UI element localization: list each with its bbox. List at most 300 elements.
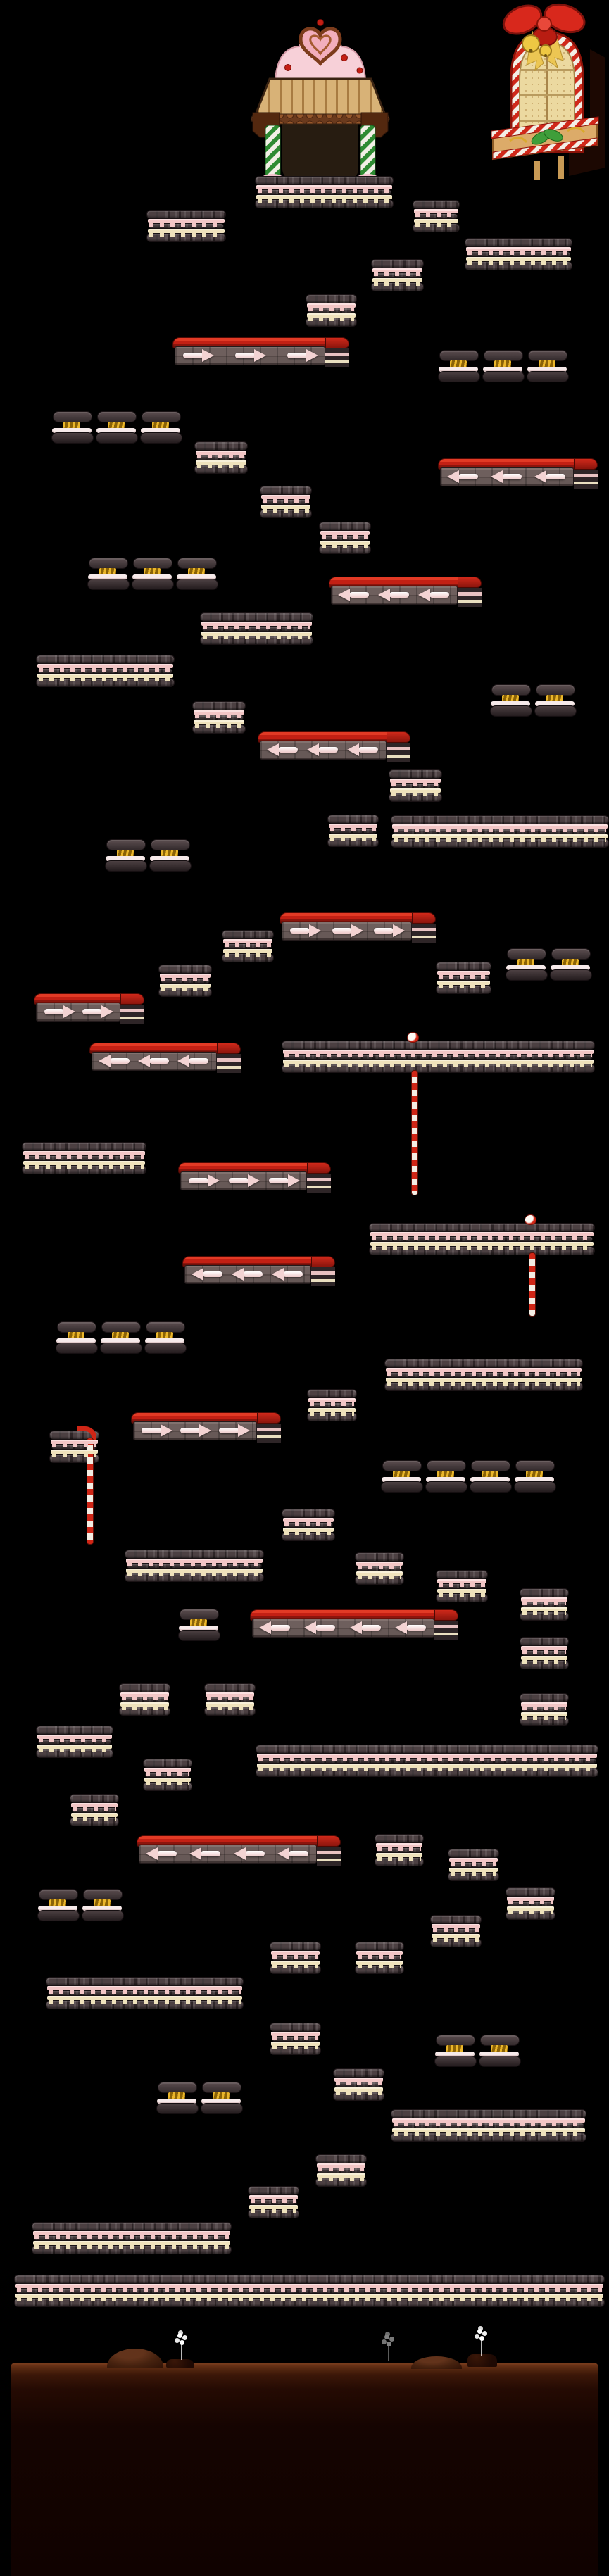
candy-ball-topper: [525, 1214, 536, 1225]
cake-platform: [391, 2109, 586, 2139]
end-cap-layer: [574, 458, 598, 470]
cake-platform: [355, 1942, 404, 1971]
conveyor-arrow-right-icon: [43, 1005, 75, 1018]
arrow-shaft: [315, 1625, 335, 1631]
arrow-shaft: [406, 1625, 426, 1631]
spring-cookie-platform: [470, 1460, 512, 1491]
conveyor-arrow-left-icon: [491, 470, 523, 483]
end-cap-layer: [325, 363, 349, 367]
cake-platform: [255, 176, 394, 206]
arrow-head: [202, 349, 214, 362]
conveyor-arrow-right-icon: [81, 1005, 113, 1018]
frosting-layer: [392, 2128, 585, 2132]
cookie-top: [484, 350, 523, 361]
conveyor-arrow-right-icon: [289, 924, 321, 937]
cake-platform: [256, 1745, 598, 1774]
arrow-head: [254, 349, 266, 362]
frosting-layer: [320, 541, 370, 545]
cookie-layer: [436, 962, 491, 971]
frosting-layer: [148, 219, 225, 223]
cookie-bottom: [438, 371, 480, 382]
cookie-layer: [520, 1588, 569, 1597]
spring-cookie-platform-row: [490, 684, 579, 715]
end-cap-layer: [387, 758, 410, 762]
cookie-top: [382, 1460, 422, 1471]
cake-platform: [70, 1794, 119, 1823]
frosting-layer: [317, 2163, 365, 2168]
cookie-layer: [36, 655, 175, 664]
spring-cookie-platform: [140, 411, 182, 442]
cookie-top: [146, 1321, 185, 1333]
arrow-shaft: [269, 1178, 289, 1183]
arrow-head: [267, 743, 279, 756]
arrow-head: [63, 1005, 75, 1018]
arrow-shaft: [290, 928, 310, 934]
arrow-head: [338, 589, 350, 601]
frosting-layer: [356, 1951, 403, 1955]
spring-cookie-platform-row: [506, 948, 594, 979]
frosting-layer: [33, 2241, 230, 2245]
conveyor-arrow-right-icon: [234, 349, 266, 362]
conveyor-end-cap: [387, 731, 410, 761]
cake-platform: [465, 238, 572, 268]
conveyor-belt-platform: [184, 1256, 338, 1286]
arrow-shaft: [183, 353, 203, 358]
cookie-top: [106, 839, 146, 850]
arrow-head: [378, 589, 390, 601]
end-cap-layer: [311, 1256, 335, 1267]
frosting-layer: [47, 1996, 242, 2000]
cookie-bottom: [381, 1481, 423, 1493]
cookie-layer: [391, 815, 609, 824]
conveyor-arrow-left-icon: [189, 1847, 222, 1860]
end-cap-layer: [317, 1835, 341, 1847]
frosting-layer: [206, 1692, 254, 1697]
cookie-layer: [194, 441, 248, 451]
conveyor-end-cap: [325, 337, 349, 367]
frosting-layer: [449, 1858, 498, 1862]
end-cap-layer: [325, 337, 349, 348]
conveyor-arrow-right-icon: [268, 1174, 300, 1187]
conveyor-arrow-left-icon: [192, 1268, 224, 1281]
arrow-head: [304, 1621, 316, 1634]
spring-cookie-platform-row: [105, 839, 194, 870]
arrow-head: [189, 1847, 201, 1860]
conveyor-arrow-right-icon: [182, 349, 214, 362]
spring-cookie-platform-row: [156, 2082, 245, 2113]
arrow-head: [99, 1055, 111, 1067]
cake-platform: [391, 815, 609, 845]
conveyor-arrow-left-icon: [418, 589, 451, 601]
cookie-layer: [448, 1849, 499, 1858]
cookie-bottom: [37, 1910, 80, 1921]
cookie-top: [97, 411, 137, 422]
cookie-top: [515, 1460, 555, 1471]
arrow-shaft: [201, 1851, 220, 1856]
conveyor-arrow-left-icon: [338, 589, 370, 601]
frosting-layer: [201, 622, 312, 626]
spring-cookie-platform: [534, 684, 577, 715]
arrow-shaft: [502, 474, 522, 479]
conveyor-arrow-right-icon: [140, 1424, 172, 1437]
arrow-shaft: [358, 747, 378, 753]
conveyor-belt-platform: [92, 1043, 244, 1072]
frosting-layer: [144, 1768, 191, 1772]
spring-cookie-platform: [527, 350, 569, 381]
frosting-layer: [160, 974, 211, 978]
cookie-top: [439, 350, 479, 361]
frosting-layer: [370, 1242, 594, 1246]
arrow-head: [418, 589, 430, 601]
conveyor-end-cap: [434, 1609, 458, 1639]
cookie-layer: [355, 1552, 404, 1562]
spring-cookie-platform: [550, 948, 592, 979]
cookie-layer: [520, 1693, 569, 1702]
arrow-shaft: [361, 1625, 381, 1631]
frosting-layer: [249, 2205, 298, 2209]
frosting-layer: [37, 664, 173, 668]
frosting-layer: [271, 1961, 320, 1965]
conveyor-arrow-left-icon: [267, 743, 299, 756]
cookie-bottom: [96, 432, 138, 444]
cake-platform: [32, 2222, 232, 2251]
conveyor-belt-platform: [180, 1162, 334, 1192]
cake-platform: [369, 1223, 595, 1252]
cake-platform: [282, 1509, 335, 1538]
cookie-layer: [119, 1683, 170, 1692]
cookie-layer: [282, 1509, 335, 1518]
conveyor-belt-platform: [36, 993, 147, 1023]
cookie-layer: [158, 965, 212, 974]
frosting-layer: [329, 834, 377, 838]
arrow-shaft: [287, 353, 307, 358]
frosting-layer: [370, 1232, 594, 1236]
cookie-bottom: [105, 860, 147, 872]
cookie-bottom: [144, 1343, 187, 1354]
conveyor-belt-platform: [440, 458, 601, 488]
conveyor-arrow-right-icon: [227, 1174, 260, 1187]
cake-platform: [200, 612, 313, 642]
end-cap-layer: [434, 1635, 458, 1640]
cookie-layer: [143, 1759, 192, 1768]
frosting-layer: [256, 185, 392, 189]
spring-cookie-platform: [149, 839, 192, 870]
white-flower-icon: [173, 2332, 189, 2364]
frosting-layer: [256, 195, 392, 199]
frosting-layer: [449, 1868, 498, 1872]
spring-cookie-platform-row: [56, 1321, 189, 1352]
spring-cookie-platform-row: [381, 1460, 558, 1491]
frosting-layer: [223, 939, 272, 943]
cookie-layer: [125, 1550, 264, 1559]
frosting-layer: [37, 1745, 112, 1749]
cake-platform: [371, 259, 424, 289]
conveyor-arrow-left-icon: [307, 743, 339, 756]
frosting-layer: [521, 1702, 567, 1707]
conveyor-arrow-right-icon: [372, 924, 405, 937]
conveyor-end-cap: [311, 1256, 335, 1286]
frosting-layer: [223, 949, 272, 953]
conveyor-end-cap: [257, 1412, 281, 1442]
cake-platform: [306, 294, 357, 324]
conveyor-belt-platform: [282, 912, 439, 942]
cookie-layer: [270, 1942, 321, 1951]
end-cap-layer: [120, 993, 144, 1005]
spring-cookie-platform: [156, 2082, 199, 2113]
arrow-shaft: [235, 353, 255, 358]
end-cap-layer: [412, 912, 436, 924]
cookie-layer: [192, 701, 246, 710]
conveyor-end-cap: [574, 458, 598, 488]
cookie-bottom: [550, 969, 592, 981]
arrow-shaft: [189, 1058, 208, 1064]
frosting-layer: [283, 1050, 594, 1054]
arrow-head: [138, 1055, 150, 1067]
cookie-layer: [36, 1726, 113, 1735]
cookie-top: [471, 1460, 510, 1471]
frosting-layer: [392, 2118, 585, 2123]
cookie-layer: [319, 522, 371, 531]
frosting-layer: [261, 495, 310, 499]
cake-platform: [327, 815, 379, 844]
cookie-top: [133, 558, 172, 569]
cookie-layer: [306, 294, 357, 303]
cake-platform: [520, 1588, 569, 1618]
conveyor-arrow-left-icon: [138, 1055, 170, 1067]
conveyor-end-cap: [412, 912, 436, 942]
end-cap-layer: [217, 1043, 241, 1054]
frosting-layer: [201, 632, 312, 636]
conveyor-arrow-right-icon: [331, 924, 363, 937]
cookie-top: [101, 1321, 141, 1333]
frosting-layer: [521, 1656, 567, 1660]
frosting-layer: [249, 2195, 298, 2199]
chocolate-mound: [411, 2356, 462, 2369]
spring-cookie-platform: [96, 411, 138, 442]
cookie-bottom: [482, 371, 525, 382]
conveyor-belt-platform: [133, 1412, 284, 1442]
frosting-layer: [206, 1702, 254, 1707]
frosting-layer: [320, 531, 370, 535]
frosting-layer: [376, 1843, 422, 1847]
cookie-layer: [389, 769, 442, 779]
cake-platform: [319, 522, 371, 551]
spring-cookie-platform: [51, 411, 94, 442]
frosting-layer: [71, 1803, 118, 1807]
cookie-bottom: [132, 579, 174, 590]
cookie-layer: [248, 2186, 299, 2195]
arrow-shaft: [429, 592, 449, 598]
frosting-layer: [144, 1778, 191, 1782]
spring-cookie-platform: [56, 1321, 98, 1352]
arrow-head: [208, 1174, 220, 1187]
spring-cookie-platform: [37, 1889, 80, 1920]
end-cap-layer: [574, 484, 598, 489]
frosting-layer: [507, 1897, 554, 1901]
cookie-layer: [255, 176, 394, 185]
frosting-layer: [437, 1579, 486, 1583]
frosting-layer: [390, 788, 441, 793]
arrow-shaft: [374, 928, 394, 934]
arrow-shaft: [318, 747, 338, 753]
arrow-shaft: [283, 1271, 303, 1277]
candy-cane-pole: [411, 1070, 418, 1195]
cake-platform: [119, 1683, 170, 1713]
arrow-head: [234, 1847, 246, 1860]
frosting-layer: [33, 2231, 230, 2235]
white-flower-icon: [380, 2333, 396, 2365]
frosting-layer: [386, 1368, 582, 1372]
spring-cookie-platform: [100, 1321, 142, 1352]
frosting-layer: [51, 1440, 98, 1444]
frosting-layer: [271, 2032, 320, 2036]
cake-platform: [384, 1359, 583, 1388]
frosting-layer: [372, 268, 422, 272]
cookie-bottom: [156, 2103, 199, 2114]
arrow-head: [277, 1847, 289, 1860]
arrow-head: [393, 924, 405, 937]
frosting-layer: [51, 1450, 98, 1454]
cookie-layer: [270, 2023, 321, 2032]
frosting-layer: [329, 824, 377, 828]
cookie-layer: [307, 1389, 357, 1398]
cake-platform: [315, 2154, 367, 2184]
cake-platform: [143, 1759, 192, 1788]
conveyor-end-cap: [307, 1162, 331, 1192]
cake-platform: [248, 2186, 299, 2216]
cake-platform: [158, 965, 212, 994]
spring-cookie-platform: [144, 1321, 187, 1352]
cake-platform: [430, 1915, 482, 1944]
arrow-shaft: [157, 1851, 177, 1856]
cookie-layer: [506, 1887, 555, 1897]
conveyor-arrow-right-icon: [179, 1424, 211, 1437]
spring-cookie-platform: [434, 2035, 477, 2066]
arrow-shaft: [44, 1009, 64, 1014]
cake-platform: [307, 1389, 357, 1419]
frosting-layer: [437, 981, 490, 985]
cookie-bottom: [434, 2056, 477, 2067]
frosting-layer: [71, 1813, 118, 1817]
cookie-layer: [282, 1041, 595, 1050]
arrow-shaft: [458, 474, 478, 479]
end-cap-layer: [217, 1069, 241, 1073]
cookie-layer: [371, 259, 424, 268]
conveyor-arrow-left-icon: [234, 1847, 266, 1860]
cookie-layer: [375, 1834, 424, 1843]
arrow-shaft: [278, 747, 298, 753]
stick-leg: [534, 161, 540, 180]
frosting-layer: [47, 1986, 242, 1990]
spring-cookie-platform: [425, 1460, 467, 1491]
conveyor-arrow-left-icon: [350, 1621, 382, 1634]
cookie-layer: [22, 1142, 146, 1151]
cookie-layer: [355, 1942, 404, 1951]
frosting-layer: [386, 1378, 582, 1382]
frosting-layer: [437, 1589, 486, 1593]
frosting-layer: [392, 834, 608, 838]
spring-cookie-platform: [381, 1460, 423, 1491]
cookie-top: [89, 558, 128, 569]
frosting-layer: [466, 247, 571, 251]
end-cap-layer: [317, 1861, 341, 1866]
end-cap-layer: [412, 938, 436, 943]
frosting-layer: [120, 1702, 169, 1707]
cookie-top: [142, 411, 181, 422]
arrow-shaft: [82, 1009, 102, 1014]
cake-platform: [413, 200, 460, 230]
cake-platform: [270, 2023, 321, 2052]
arrow-shaft: [289, 1851, 308, 1856]
cake-platform: [436, 1570, 488, 1600]
cookie-bottom: [100, 1343, 142, 1354]
cookie-layer: [315, 2154, 367, 2163]
cookie-layer: [520, 1637, 569, 1646]
frosting-layer: [37, 674, 173, 678]
end-cap-layer: [307, 1188, 331, 1193]
frosting-layer: [37, 1735, 112, 1739]
conveyor-arrow-left-icon: [272, 1268, 304, 1281]
cookie-layer: [436, 1570, 488, 1579]
cookie-bottom: [534, 705, 577, 717]
frosting-layer: [507, 1906, 554, 1911]
chocolate-ground: [11, 2363, 598, 2576]
arrow-shaft: [219, 1428, 239, 1433]
arrow-head: [101, 1005, 113, 1018]
cookie-layer: [146, 210, 226, 219]
conveyor-belt-platform: [175, 337, 352, 367]
cookie-bottom: [479, 2056, 521, 2067]
arrow-head: [306, 349, 318, 362]
spring-cookie-platform-row: [178, 1609, 222, 1640]
cookie-top: [551, 948, 591, 960]
cookie-layer: [32, 2222, 232, 2231]
cookie-top: [180, 1609, 219, 1620]
spring-cookie-platform-row: [51, 411, 184, 442]
arrow-head: [192, 1268, 203, 1281]
arrow-shaft: [180, 1428, 200, 1433]
chocolate-mound: [107, 2349, 163, 2368]
conveyor-arrow-left-icon: [347, 743, 379, 756]
spring-cookie-platform-row: [37, 1889, 126, 1920]
cake-platform: [222, 930, 274, 960]
end-cap-layer: [257, 1438, 281, 1443]
arrow-head: [534, 470, 546, 483]
arrow-head: [447, 470, 459, 483]
cookie-bottom: [490, 705, 532, 717]
cake-platform: [194, 441, 248, 471]
spring-cookie-platform: [176, 558, 218, 589]
cake-platform: [260, 486, 312, 515]
cake-platform: [14, 2275, 605, 2304]
cake-platform: [506, 1887, 555, 1917]
cookie-top: [436, 2035, 475, 2046]
frosting-layer: [307, 313, 356, 318]
arrow-head: [288, 1174, 300, 1187]
cake-platform: [333, 2068, 384, 2098]
arrow-head: [232, 1268, 244, 1281]
conveyor-end-cap: [120, 993, 144, 1023]
conveyor-arrow-left-icon: [395, 1621, 427, 1634]
frosting-layer: [283, 1528, 334, 1532]
arrow-head: [177, 1055, 189, 1067]
cookie-layer: [70, 1794, 119, 1803]
cookie-bottom: [140, 432, 182, 444]
cookie-top: [151, 839, 190, 850]
frosting-layer: [271, 2042, 320, 2046]
frosting-layer: [307, 303, 356, 308]
cookie-layer: [46, 1977, 244, 1986]
